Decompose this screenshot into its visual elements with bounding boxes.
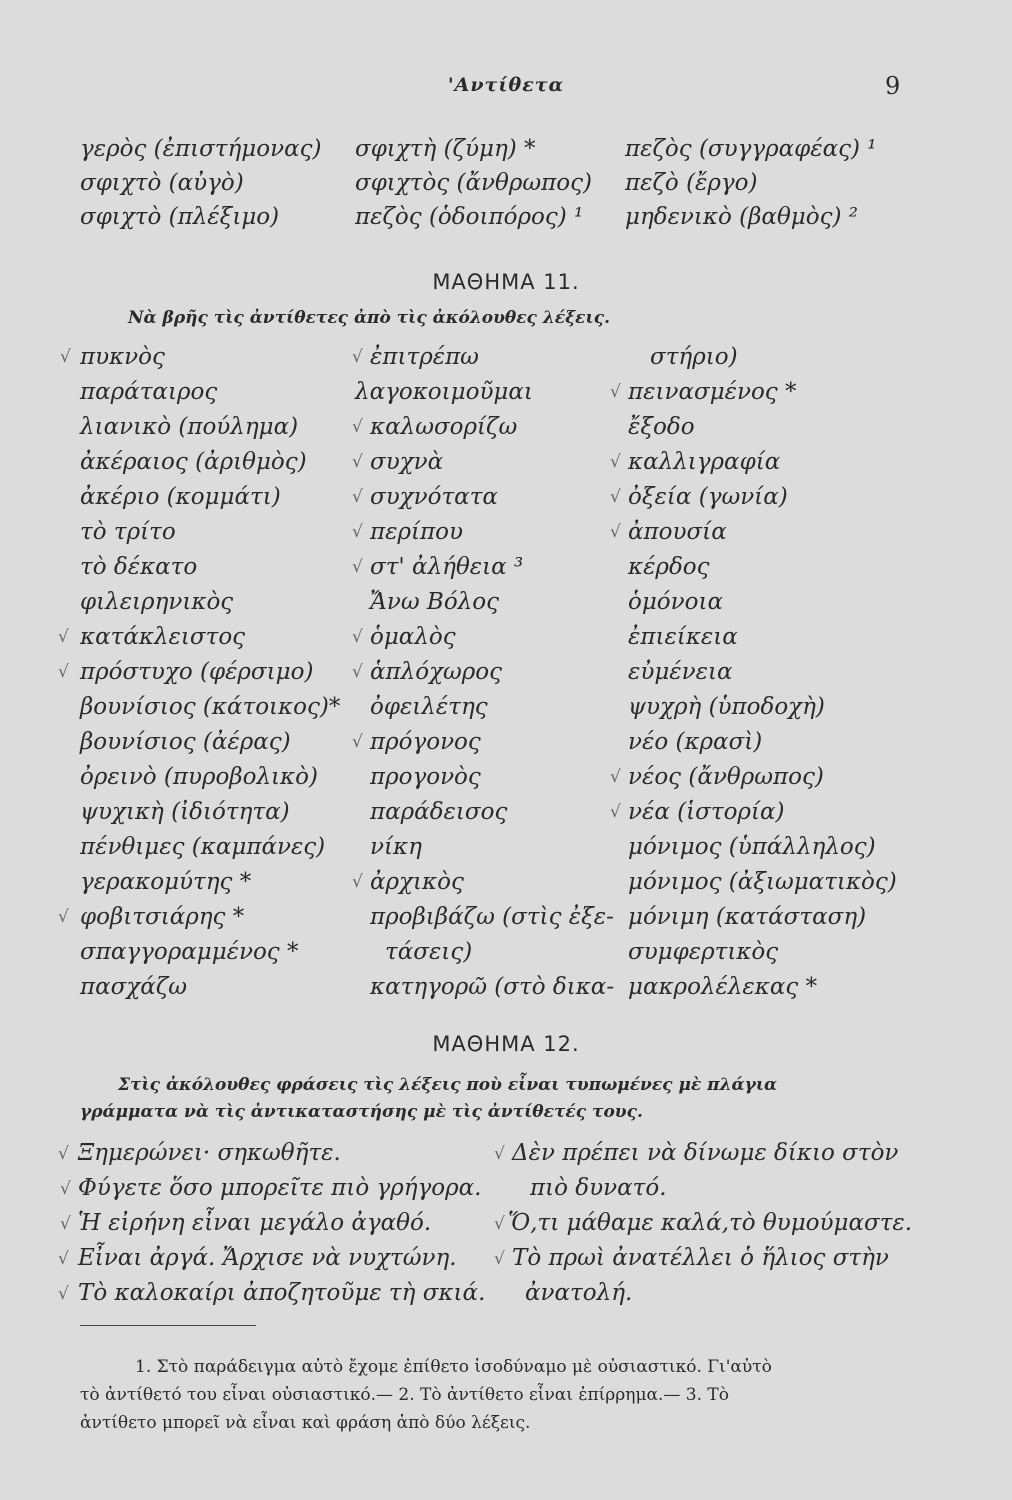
- word-item: σφιχτὸς (ἄνθρωπος): [355, 170, 592, 196]
- check-mark: √: [58, 627, 69, 647]
- word-item: μόνιμος (ἀξιωματικὸς): [628, 869, 897, 895]
- word-item: τάσεις): [385, 939, 473, 965]
- word-item: ἐπιείκεια: [628, 624, 738, 650]
- check-mark: √: [352, 347, 363, 367]
- word-item: ἀπουσία: [628, 519, 727, 545]
- sentence-line: πιὸ δυνατό.: [530, 1175, 667, 1201]
- word-item: βουνίσιος (ἀέρας): [80, 729, 291, 755]
- lesson-12-instruction-line: γράμματα νὰ τὶς ἀντικαταστήσης μὲ τὶς ἀντίθετές τους.: [80, 1102, 643, 1122]
- check-mark: √: [352, 732, 363, 752]
- word-item: παράδεισος: [370, 799, 508, 825]
- word-item: κέρδος: [628, 554, 710, 580]
- sentence-line: Φύγετε ὅσο μπορεῖτε πιὸ γρήγορα.: [78, 1175, 482, 1201]
- check-mark: √: [610, 382, 621, 402]
- word-item: μακρολέλεκας *: [628, 974, 818, 1000]
- word-item: νέος (ἄνθρωπος): [628, 764, 824, 790]
- word-item: γερακομύτης *: [80, 869, 252, 895]
- word-item: σφιχτὴ (ζύμη) *: [355, 136, 536, 162]
- word-item: νέο (κρασὶ): [628, 729, 763, 755]
- check-mark: √: [352, 557, 363, 577]
- footnote-divider: [80, 1325, 256, 1326]
- word-item: καλλιγραφία: [628, 449, 781, 475]
- page-number: 9: [885, 72, 901, 100]
- word-item: νέα (ἱστορία): [628, 799, 785, 825]
- check-mark: √: [610, 452, 621, 472]
- word-item: ὁμαλὸς: [370, 624, 456, 650]
- sentence-line: Εἶναι ἀργά. Ἄρχισε νὰ νυχτώνη.: [78, 1245, 457, 1271]
- lesson-12-title: ΜΑΘΗΜΑ 12.: [432, 1032, 580, 1056]
- word-item: εὐμένεια: [628, 659, 733, 685]
- sentence-line: Ὅ,τι μάθαμε καλά,τὸ θυμούμαστε.: [508, 1210, 913, 1236]
- word-item: ψυχικὴ (ἰδιότητα): [80, 799, 290, 825]
- check-mark: √: [352, 417, 363, 437]
- check-mark: √: [610, 767, 621, 787]
- check-mark: √: [352, 662, 363, 682]
- sentence-line: Ξημερώνει· σηκωθῆτε.: [78, 1140, 341, 1166]
- word-item: ὀξεία (γωνία): [628, 484, 788, 510]
- word-item: ἔξοδο: [628, 414, 695, 440]
- check-mark: √: [494, 1214, 505, 1234]
- word-item: παράταιρος: [80, 379, 218, 405]
- word-item: πρόστυχο (φέρσιμο): [80, 659, 314, 685]
- check-mark: √: [60, 347, 71, 367]
- lesson-12-instruction-line: Στὶς ἀκόλουθες φράσεις τὶς λέξεις ποὺ εἶναι τυπωμένες μὲ πλάγια: [118, 1075, 778, 1095]
- word-item: συμφερτικὸς: [628, 939, 779, 965]
- word-item: λαγοκοιμοῦμαι: [355, 379, 533, 405]
- check-mark: √: [60, 1214, 71, 1234]
- sentence-line: Ἡ εἰρήνη εἶναι μεγάλο ἀγαθό.: [78, 1210, 432, 1236]
- sentence-line: Τὸ καλοκαίρι ἀποζητοῦμε τὴ σκιά.: [78, 1280, 486, 1306]
- check-mark: √: [610, 487, 621, 507]
- word-item: πεζὸς (συγγραφέας) ¹: [625, 136, 877, 162]
- word-item: κατάκλειστος: [80, 624, 246, 650]
- check-mark: √: [352, 452, 363, 472]
- lesson-11-instruction: Νὰ βρῆς τὶς ἀντίθετες ἀπὸ τὶς ἀκόλουθες λέξεις.: [128, 308, 610, 328]
- word-item: ὀφειλέτης: [370, 694, 488, 720]
- word-item: γερὸς (ἐπιστήμονας): [80, 136, 322, 162]
- check-mark: √: [58, 907, 69, 927]
- check-mark: √: [58, 1144, 69, 1164]
- running-header: 'Αντίθετα: [447, 74, 565, 96]
- word-item: νίκη: [370, 834, 422, 860]
- word-item: ἁπλόχωρος: [370, 659, 503, 685]
- word-item: σφιχτὸ (αὐγὸ): [80, 170, 244, 196]
- lesson-11-title: ΜΑΘΗΜΑ 11.: [432, 270, 580, 294]
- word-item: πεινασμένος *: [628, 379, 797, 405]
- word-item: μόνιμη (κατάσταση): [628, 904, 867, 930]
- word-item: βουνίσιος (κάτοικος)*: [80, 694, 341, 720]
- word-item: πασχάζω: [80, 974, 188, 1000]
- check-mark: √: [58, 1249, 69, 1269]
- check-mark: √: [352, 627, 363, 647]
- word-item: ὀρεινὸ (πυροβολικὸ): [80, 764, 318, 790]
- word-item: πένθιμες (καμπάνες): [80, 834, 326, 860]
- word-item: συχνὰ: [370, 449, 444, 475]
- word-item: σπαγγοραμμένος *: [80, 939, 299, 965]
- word-item: συχνότατα: [370, 484, 498, 510]
- word-item: ψυχρὴ (ὑποδοχὴ): [628, 694, 825, 720]
- word-item: λιανικὸ (πούλημα): [80, 414, 299, 440]
- word-item: Ἄνω Βόλος: [370, 589, 499, 615]
- word-item: στ' ἀλήθεια ³: [370, 554, 524, 580]
- word-item: προβιβάζω (στὶς ἐξε-: [370, 904, 614, 930]
- word-item: ὁμόνοια: [628, 589, 724, 615]
- word-item: κατηγορῶ (στὸ δικα-: [370, 974, 615, 1000]
- word-item: στήριο): [650, 344, 738, 370]
- check-mark: √: [58, 662, 69, 682]
- sentence-line: ἀνατολή.: [525, 1280, 633, 1306]
- word-item: περίπου: [370, 519, 463, 545]
- word-item: τὸ τρίτο: [80, 519, 176, 545]
- word-item: πρόγονος: [370, 729, 481, 755]
- word-item: τὸ δέκατο: [80, 554, 198, 580]
- word-item: ἀκέραιος (ἀριθμὸς): [80, 449, 307, 475]
- check-mark: √: [58, 1284, 69, 1304]
- check-mark: √: [352, 872, 363, 892]
- footnote-line: ἀντίθετο μπορεῖ νὰ εἶναι καὶ φράση ἀπὸ δύο λέξεις.: [80, 1413, 531, 1433]
- word-item: φιλειρηνικὸς: [80, 589, 234, 615]
- word-item: ἐπιτρέπω: [370, 344, 479, 370]
- sentence-line: Δὲν πρέπει νὰ δίνωμε δίκιο στὸν: [512, 1140, 899, 1166]
- check-mark: √: [610, 802, 621, 822]
- word-item: μόνιμος (ὑπάλληλος): [628, 834, 876, 860]
- word-item: προγονὸς: [370, 764, 481, 790]
- word-item: σφιχτὸ (πλέξιμο): [80, 204, 280, 230]
- word-item: πεζὸς (ὁδοιπόρος) ¹: [355, 204, 584, 230]
- footnote-line: τὸ ἀντίθετό του εἶναι οὐσιαστικό.— 2. Τὸ ἀντίθετο εἶναι ἐπίρρημα.— 3. Τὸ: [80, 1385, 730, 1405]
- footnote-line: 1. Στὸ παράδειγμα αὐτὸ ἔχομε ἐπίθετο ἰσοδύναμο μὲ οὐσιαστικό. Γι'αὐτὸ: [135, 1357, 772, 1377]
- word-item: ἀκέριο (κομμάτι): [80, 484, 281, 510]
- check-mark: √: [494, 1249, 505, 1269]
- word-item: φοβιτσιάρης *: [80, 904, 245, 930]
- check-mark: √: [352, 487, 363, 507]
- word-item: ἀρχικὸς: [370, 869, 464, 895]
- word-item: μηδενικὸ (βαθμὸς) ²: [625, 204, 858, 230]
- sentence-line: Τὸ πρωὶ ἀνατέλλει ὁ ἥλιος στὴν: [512, 1245, 889, 1271]
- check-mark: √: [352, 522, 363, 542]
- check-mark: √: [60, 1179, 71, 1199]
- word-item: καλωσορίζω: [370, 414, 518, 440]
- check-mark: √: [610, 522, 621, 542]
- check-mark: √: [494, 1144, 505, 1164]
- word-item: πεζὸ (ἔργο): [625, 170, 758, 196]
- word-item: πυκνὸς: [80, 344, 165, 370]
